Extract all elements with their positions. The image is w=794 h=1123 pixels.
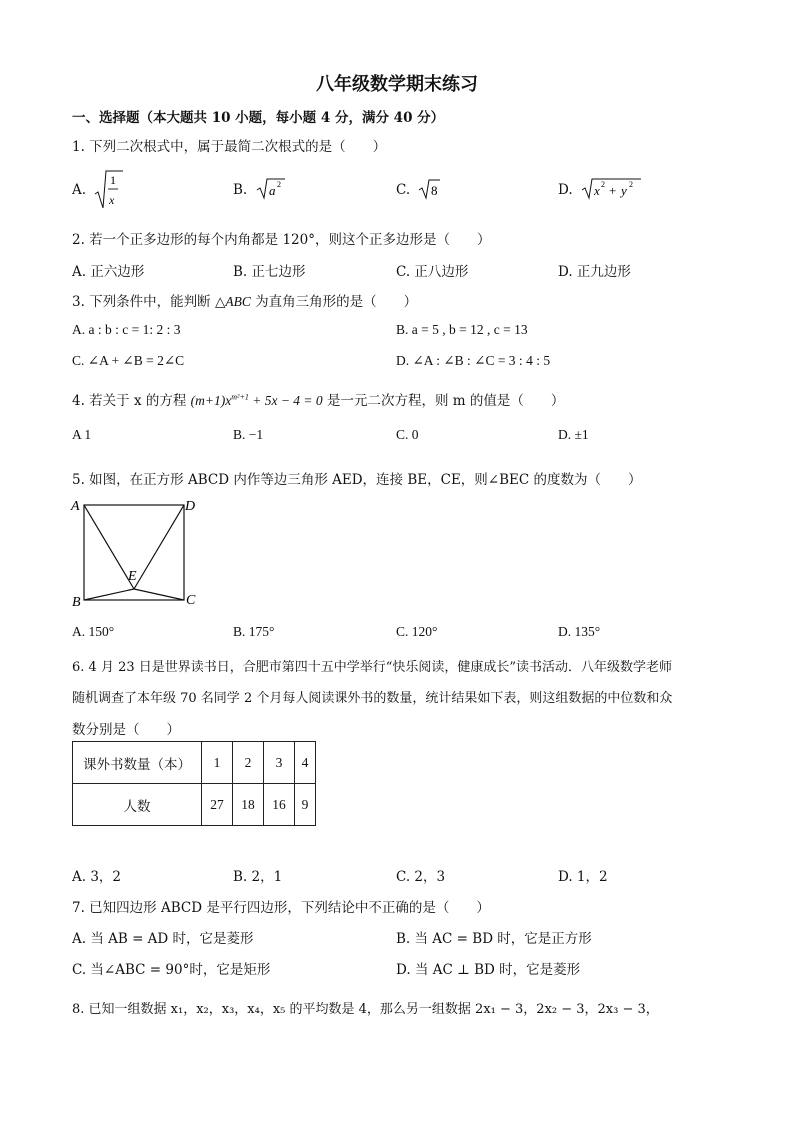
table-row bbox=[73, 742, 316, 784]
question-4-option-d: D. ±1 bbox=[558, 427, 589, 442]
svg-text:2: 2 bbox=[277, 180, 281, 189]
table-header-cell: 人数 bbox=[73, 784, 202, 826]
question-2-option-d: D. 正九边形 bbox=[558, 264, 631, 280]
table-cell: 4 bbox=[295, 742, 316, 784]
reading-stats-table bbox=[72, 741, 316, 826]
svg-text:a: a bbox=[269, 183, 276, 198]
question-3-option-d: D. ∠A : ∠B : ∠C = 3 : 4 : 5 bbox=[396, 353, 551, 368]
question-6-option-a: A. 3，2 bbox=[72, 869, 122, 885]
question-3-stem: 3. 下列条件中，能判断 △ABC 为直角三角形的是（ ） bbox=[72, 294, 418, 310]
table-cell: 9 bbox=[295, 784, 316, 826]
question-8-stem: 8. 已知一组数据 x₁，x₂，x₃，x₄，x₅ 的平均数是 4，那么另一组数据 2x₁ − 3，2x₂ − 3，2x₃ − 3， bbox=[72, 1002, 659, 1017]
question-3-option-a: A. a : b : c = 1: 2 : 3 bbox=[72, 322, 181, 337]
question-2-option-b: B. 正七边形 bbox=[233, 264, 306, 280]
option-label: C. bbox=[396, 182, 411, 198]
question-7-option-b: B. 当 AC = BD 时，它是正方形 bbox=[396, 931, 592, 947]
table-cell: 27 bbox=[202, 784, 233, 826]
question-1-stem: 1. 下列二次根式中，属于最简二次根式的是（ ） bbox=[72, 139, 387, 155]
option-label: B. bbox=[233, 182, 248, 198]
question-6-option-b: B. 2，1 bbox=[233, 869, 283, 885]
question-2-stem: 2. 若一个正多边形的每个内角都是 120°，则这个正多边形是（ ） bbox=[72, 232, 491, 248]
question-7-option-c: C. 当∠ABC = 90°时，它是矩形 bbox=[72, 962, 271, 978]
question-2-option-a: A. 正六边形 bbox=[72, 264, 145, 280]
question-6-line-2: 随机调查了本年级 70 名同学 2 个月每人阅读课外书的数量，统计结果如下表，则这组数据的中位数和众 bbox=[72, 691, 673, 706]
vertex-label-c: C bbox=[186, 593, 196, 608]
question-6-line-3: 数分别是（ ） bbox=[72, 722, 180, 738]
question-4-option-a: A 1 bbox=[72, 427, 92, 442]
question-5-option-d: D. 135° bbox=[558, 624, 601, 639]
square-triangle-figure bbox=[68, 494, 208, 610]
question-7-option-a: A. 当 AB = AD 时，它是菱形 bbox=[72, 931, 254, 947]
svg-text:1: 1 bbox=[110, 173, 116, 187]
vertex-label-b: B bbox=[72, 595, 81, 610]
question-5-option-a: A. 150° bbox=[72, 624, 115, 639]
question-7-option-d: D. 当 AC ⊥ BD 时，它是菱形 bbox=[396, 962, 581, 978]
page-title: 八年级数学期末练习 bbox=[316, 74, 478, 95]
svg-text:+: + bbox=[609, 183, 617, 198]
question-3-option-c: C. ∠A + ∠B = 2∠C bbox=[72, 353, 185, 368]
sqrt-1-over-x bbox=[94, 168, 124, 216]
sqrt-a-squared bbox=[256, 176, 286, 204]
question-4-stem: 4. 若关于 x 的方程 $(m+1)x^{m^2+1} + 5x - 4 = 0$ 是一元二次方程，则 m 的值是（ ） bbox=[72, 392, 565, 409]
table-cell: 1 bbox=[202, 742, 233, 784]
svg-text:2: 2 bbox=[601, 180, 605, 189]
option-label: D. bbox=[558, 182, 573, 198]
table-cell: 2 bbox=[233, 742, 264, 784]
section-heading: 一、选择题（本大题共 10 小题，每小题 4 分，满分 40 分） bbox=[72, 110, 445, 126]
question-6-option-c: C. 2，3 bbox=[396, 869, 446, 885]
question-4-option-b: B. −1 bbox=[233, 427, 264, 442]
question-5-option-c: C. 120° bbox=[396, 624, 438, 639]
vertex-label-e: E bbox=[128, 569, 137, 584]
svg-text:8: 8 bbox=[431, 183, 438, 198]
table-cell: 3 bbox=[264, 742, 295, 784]
sqrt-8 bbox=[418, 176, 442, 204]
table-row bbox=[73, 784, 316, 826]
svg-text:y: y bbox=[621, 183, 627, 198]
question-4-option-c: C. 0 bbox=[396, 427, 419, 442]
vertex-label-a: A bbox=[71, 499, 80, 514]
sqrt-x2-plus-y2 bbox=[581, 176, 643, 204]
svg-text:2: 2 bbox=[629, 180, 633, 189]
question-6-option-d: D. 1，2 bbox=[558, 869, 608, 885]
question-7-stem: 7. 已知四边形 ABCD 是平行四边形，下列结论中不正确的是（ ） bbox=[72, 900, 490, 916]
table-header-cell: 课外书数量（本） bbox=[73, 742, 202, 784]
question-3-option-b: B. a = 5 , b = 12 , c = 13 bbox=[396, 322, 528, 337]
question-6-line-1: 6. 4 月 23 日是世界读书日，合肥市第四十五中学举行“快乐阅读，健康成长”读书活动．八年级数学老师 bbox=[72, 660, 673, 675]
svg-text:x: x bbox=[109, 193, 115, 207]
vertex-label-d: D bbox=[185, 499, 196, 514]
question-5-stem: 5. 如图，在正方形 ABCD 内作等边三角形 AED，连接 BE，CE，则∠BEC 的度数为（ ） bbox=[72, 472, 642, 488]
svg-text:x: x bbox=[594, 183, 600, 198]
option-label: A. bbox=[72, 182, 87, 198]
question-2-option-c: C. 正八边形 bbox=[396, 264, 469, 280]
question-5-option-b: B. 175° bbox=[233, 624, 275, 639]
table-cell: 16 bbox=[264, 784, 295, 826]
table-cell: 18 bbox=[233, 784, 264, 826]
